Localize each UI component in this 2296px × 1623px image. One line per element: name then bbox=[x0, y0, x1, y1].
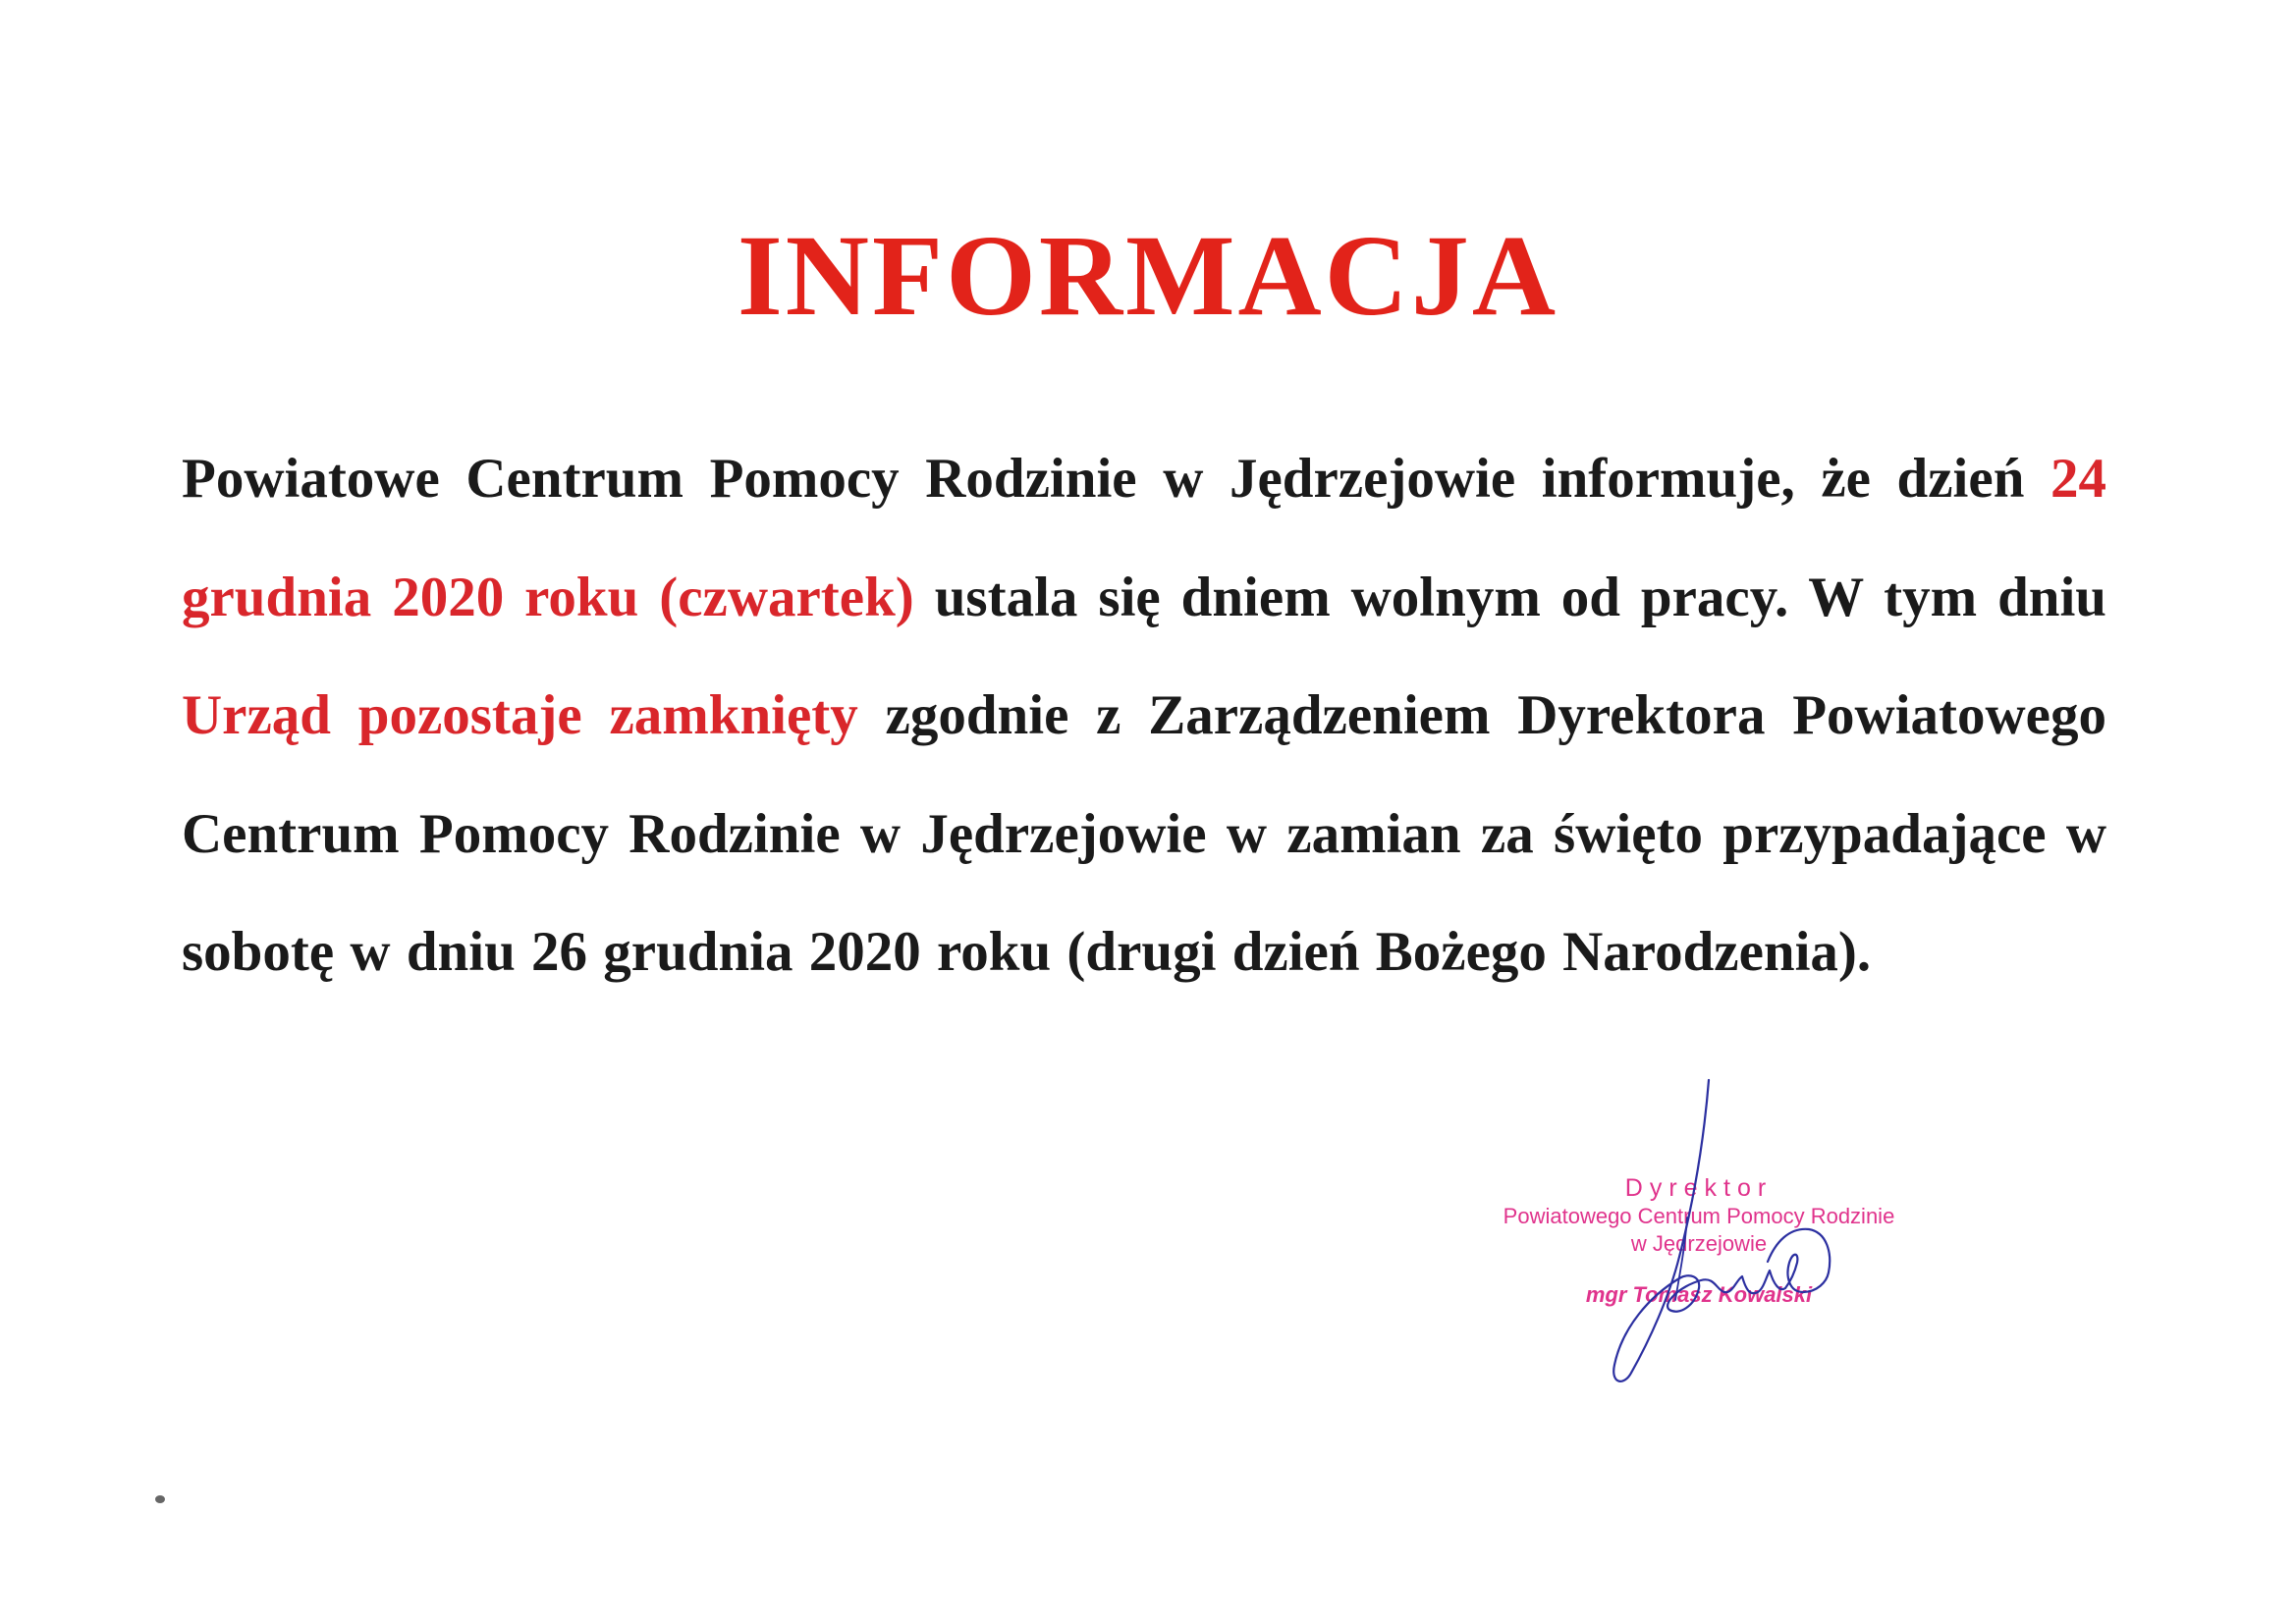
body-text-part-1: Powiatowe Centrum Pomocy Rodzinie w Jędrzejowie informuje, że dzień bbox=[182, 448, 2050, 510]
office-closed-highlight: Urząd pozostaje zamknięty bbox=[182, 684, 858, 746]
stamp-director-name: mgr Tomasz Kowalski bbox=[1585, 1282, 1813, 1307]
body-text-part-3: zgodnie z Zarządzeniem Dyrektora Powiatowego Centrum Pomocy Rodzinie w Jędrzejowie w zamian za święto przypadające w sobotę w dniu 26 grudnia 2020 roku (drugi dzień Bożego Narodzenia). bbox=[182, 684, 2106, 983]
stamp-organization: Powiatowego Centrum Pomocy Rodzinie bbox=[1503, 1204, 1895, 1228]
signature-stroke bbox=[1613, 1080, 1830, 1381]
announcement-body bbox=[182, 420, 2106, 1012]
stamp-place: w Jędrzejowie bbox=[1630, 1231, 1768, 1256]
stamp-title: Dyrektor bbox=[1624, 1174, 1774, 1202]
date-highlight: 24 grudnia 2020 roku (czwartek) bbox=[182, 448, 2106, 628]
body-text-part-2: ustala się dniem wolnym od pracy. W tym dniu bbox=[913, 566, 2107, 628]
document-title: INFORMACJA bbox=[737, 211, 1559, 340]
scan-speck bbox=[155, 1495, 165, 1503]
handwritten-signature bbox=[1532, 1070, 1856, 1394]
